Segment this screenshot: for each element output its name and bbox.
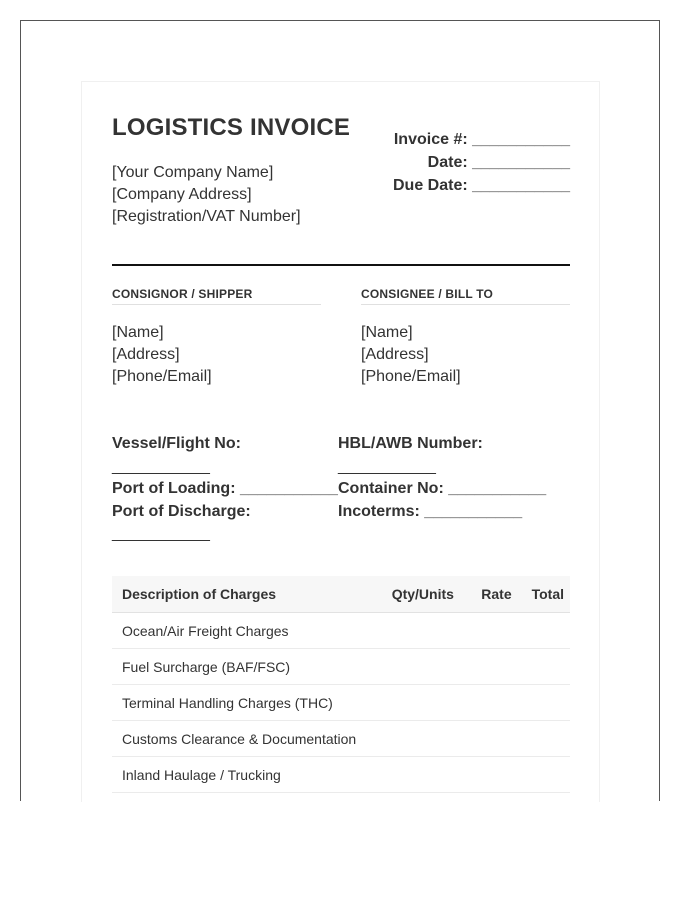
charge-qty (378, 649, 467, 685)
consignor-contact: [Phone/Email] (112, 368, 212, 385)
port-of-discharge-blank: ___________ (112, 525, 210, 542)
company-address: [Company Address] (112, 186, 252, 203)
consignor-block (112, 287, 321, 388)
shipment-left-column (112, 433, 338, 546)
charge-description: Terminal Handling Charges (THC) (112, 685, 378, 721)
charge-qty (378, 685, 467, 721)
charge-total (526, 685, 570, 721)
invoice-date-field: Date: ___________ (427, 154, 570, 171)
charges-header-row (112, 576, 570, 613)
shipment-right-column (338, 433, 546, 523)
charge-total (526, 721, 570, 757)
charge-total (526, 613, 570, 649)
port-of-discharge-label: Port of Discharge: (112, 502, 251, 520)
charge-rate (467, 613, 525, 649)
incoterms-field: Incoterms: ___________ (338, 502, 523, 520)
charge-total (526, 757, 570, 793)
consignor-heading: CONSIGNOR / SHIPPER (112, 287, 321, 305)
charge-total (526, 649, 570, 685)
consignor-name: [Name] (112, 324, 164, 341)
vessel-flight-label: Vessel/Flight No: (112, 435, 241, 452)
column-header-rate: Rate (467, 576, 525, 613)
consignee-block (361, 287, 570, 388)
consignee-heading: CONSIGNEE / BILL TO (361, 287, 570, 305)
port-of-loading-field: Port of Loading: ___________ (112, 480, 338, 497)
company-block (112, 162, 301, 228)
column-header-description: Description of Charges (112, 576, 378, 613)
charge-rate (467, 757, 525, 793)
table-row (112, 649, 570, 685)
charge-description: Customs Clearance & Documentation (112, 721, 378, 757)
consignee-contact: [Phone/Email] (361, 368, 461, 385)
charge-description: Ocean/Air Freight Charges (112, 613, 378, 649)
vessel-flight-blank: ___________ (112, 457, 210, 475)
consignee-address: [Address] (361, 346, 429, 363)
table-row (112, 757, 570, 793)
company-registration: [Registration/VAT Number] (112, 208, 301, 225)
consignee-name: [Name] (361, 324, 413, 341)
invoice-meta (393, 128, 570, 197)
column-header-total: Total (526, 576, 570, 613)
charges-table (112, 576, 570, 793)
charge-rate (467, 685, 525, 721)
invoice-due-date-field: Due Date: ___________ (392, 177, 570, 194)
invoice-title: LOGISTICS INVOICE (112, 114, 351, 141)
charge-rate (467, 649, 525, 685)
table-row (112, 685, 570, 721)
charge-qty (378, 613, 467, 649)
hbl-awb-blank: ___________ (338, 457, 436, 475)
header-divider (112, 264, 570, 266)
table-row (112, 613, 570, 649)
container-number-field: Container No: ___________ (338, 480, 547, 497)
company-name: [Your Company Name] (112, 164, 274, 181)
table-row (112, 721, 570, 757)
invoice-number-field: Invoice #: ___________ (393, 131, 570, 148)
consignor-address: [Address] (112, 346, 180, 363)
charge-description: Inland Haulage / Trucking (112, 757, 378, 793)
charge-description: Fuel Surcharge (BAF/FSC) (112, 649, 378, 685)
column-header-qty: Qty/Units (378, 576, 467, 613)
charge-qty (378, 721, 467, 757)
charge-rate (467, 721, 525, 757)
hbl-awb-label: HBL/AWB Number: (338, 435, 483, 452)
charge-qty (378, 757, 467, 793)
